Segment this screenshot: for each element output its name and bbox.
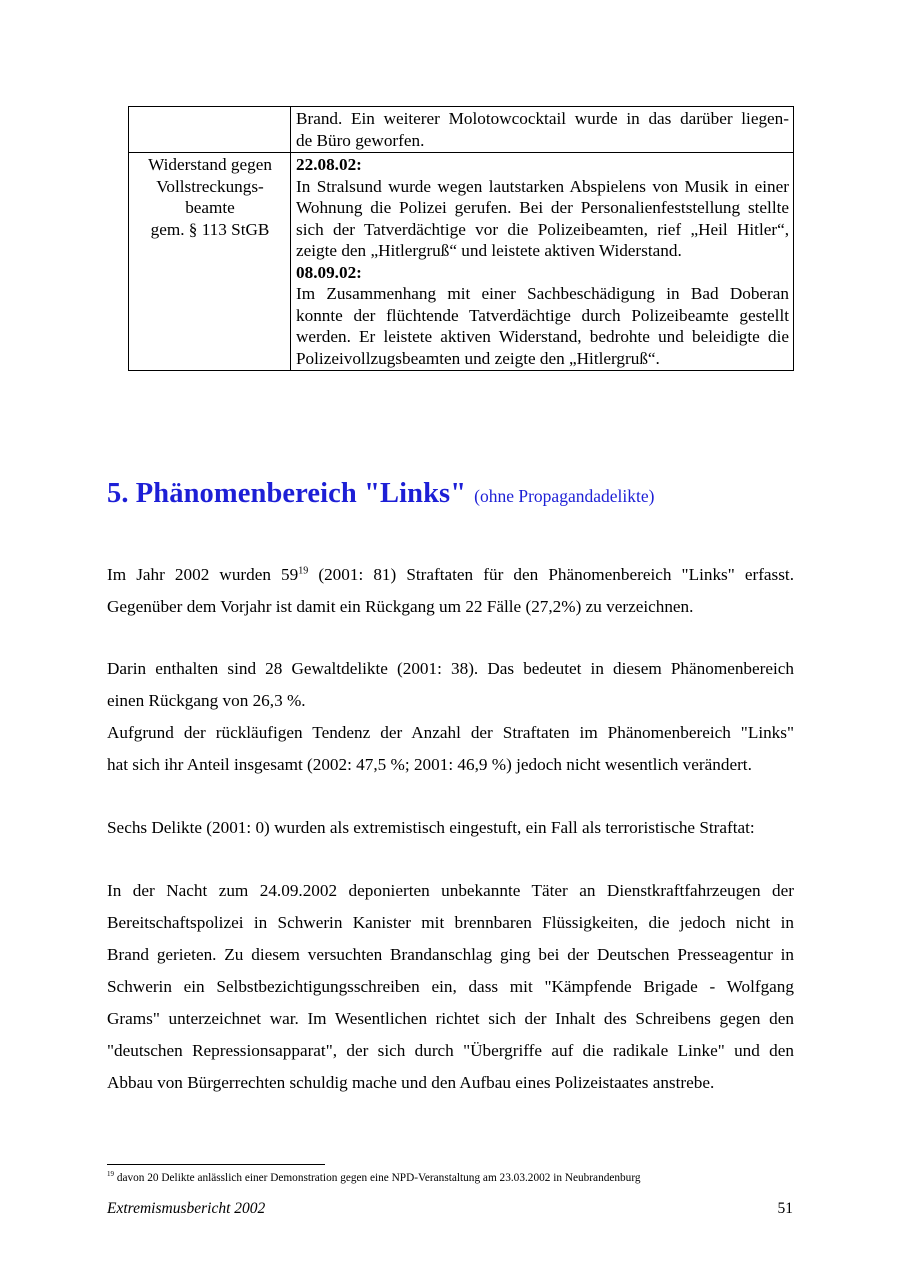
- paragraph-line: Aufgrund der rückläufigen Tendenz der Anzahl der Straftaten im Phänomenbereich "Links": [107, 723, 794, 742]
- paragraph-line: Brand gerieten. Zu diesem versuchten Brandanschlag ging bei der Deutschen Presseagentur in: [107, 945, 794, 964]
- category-cell: [129, 107, 291, 153]
- paragraph-line: hat sich ihr Anteil insgesamt (2002: 47,5 %; 2001: 46,9 %) jedoch nicht wesentlich verändert.: [107, 755, 752, 774]
- paragraph-line: Grams" unterzeichnet war. Im Wesentlichen richtet sich der Inhalt des Schreibens gegen den: [107, 1009, 794, 1028]
- footnote-text: davon 20 Delikte anlässlich einer Demonstration gegen eine NPD-Veranstaltung am 23.03.2002 in Neubrandenburg: [114, 1172, 641, 1184]
- category-label: beamte: [185, 198, 235, 217]
- category-label: gem. § 113 StGB: [150, 219, 270, 239]
- incident-text: Im Zusammenhang mit einer Sachbeschädigung in Bad Doberan konnte der flüchtende Tatverdächtige durch Polizeibeamte gestellt werden. Er leistete aktiven Widerstand, bedrohte und beleidigte die Polizeivollzugsbeamten und zeigte den „Hitlergruß“.: [296, 284, 789, 368]
- page-number: 51: [777, 1200, 793, 1217]
- paragraph-line: Sechs Delikte (2001: 0) wurden als extremistisch eingestuft, ein Fall als terroristische Straftat:: [107, 818, 755, 837]
- footnote: [107, 1172, 641, 1184]
- description-cell: [291, 153, 794, 371]
- section-subtitle: (ohne Propagandadelikte): [474, 486, 655, 506]
- category-label: Vollstreckungs-: [156, 176, 264, 196]
- paragraph-line: Gegenüber dem Vorjahr ist damit ein Rückgang um 22 Fälle (27,2%) zu verzeichnen.: [107, 597, 694, 616]
- category-cell: [129, 153, 291, 371]
- paragraph-violence: [107, 653, 794, 781]
- paragraph-line: Bereitschaftspolizei in Schwerin Kanister mit brennbaren Flüssigkeiten, die jedoch nicht in: [107, 913, 794, 932]
- description-line: de Büro geworfen.: [296, 130, 425, 150]
- offense-table: [128, 106, 794, 371]
- table-row: [129, 107, 794, 153]
- paragraph-line: Abbau von Bürgerrechten schuldig mache und den Aufbau eines Polizeistaates anstrebe.: [107, 1073, 715, 1092]
- category-label: Widerstand gegen: [148, 155, 272, 174]
- description-cell: [291, 107, 794, 153]
- footnote-number: 19: [107, 1170, 114, 1179]
- paragraph-line: "deutschen Repressionsapparat", der sich durch "Übergriffe auf die radikale Linke" und den: [107, 1041, 794, 1060]
- paragraph-line: Darin enthalten sind 28 Gewaltdelikte (2001: 38). Das bedeutet in diesem Phänomenbereich: [107, 659, 794, 678]
- incident-text: In Stralsund wurde wegen lautstarken Abspielens von Musik in einer Wohnung die Polizei gerufen. Bei der Personalienfeststellung stellte sich der Tatverdächtige vor die Polizeibeamten, rief „Heil Hitler“, zeigte den „Hitlergruß“ und leistete aktiven Widerstand.: [296, 176, 789, 260]
- text-fragment: (2001: 81) Straftaten für den Phänomenbereich "Links" erfasst.: [308, 565, 794, 584]
- paragraph-line: Schwerin ein Selbstbezichtigungsschreiben ein, dass mit "Kämpfende Brigade - Wolfgang: [107, 977, 794, 996]
- description-line: Brand. Ein weiterer Molotowcocktail wurde in das darüber liegen-: [296, 109, 789, 128]
- paragraph-incident: [107, 875, 794, 1099]
- footnote-separator: [107, 1164, 325, 1165]
- table-row: [129, 153, 794, 371]
- paragraph-extremist: [107, 812, 794, 844]
- paragraph-line: [107, 559, 794, 591]
- footnote-reference: 19: [298, 565, 309, 577]
- paragraph-overview: [107, 559, 794, 623]
- paragraph-line: einen Rückgang von 26,3 %.: [107, 691, 306, 710]
- incident-date: 22.08.02:: [296, 155, 362, 174]
- footer-title: Extremismusbericht 2002: [107, 1200, 266, 1217]
- text-fragment: Im Jahr 2002 wurden 59: [107, 565, 299, 584]
- section-heading: [107, 478, 654, 510]
- paragraph-line: In der Nacht zum 24.09.2002 deponierten unbekannte Täter an Dienstkraftfahrzeugen der: [107, 881, 794, 900]
- section-title: 5. Phänomenbereich "Links": [107, 478, 467, 509]
- incident-date: 08.09.02:: [296, 262, 362, 282]
